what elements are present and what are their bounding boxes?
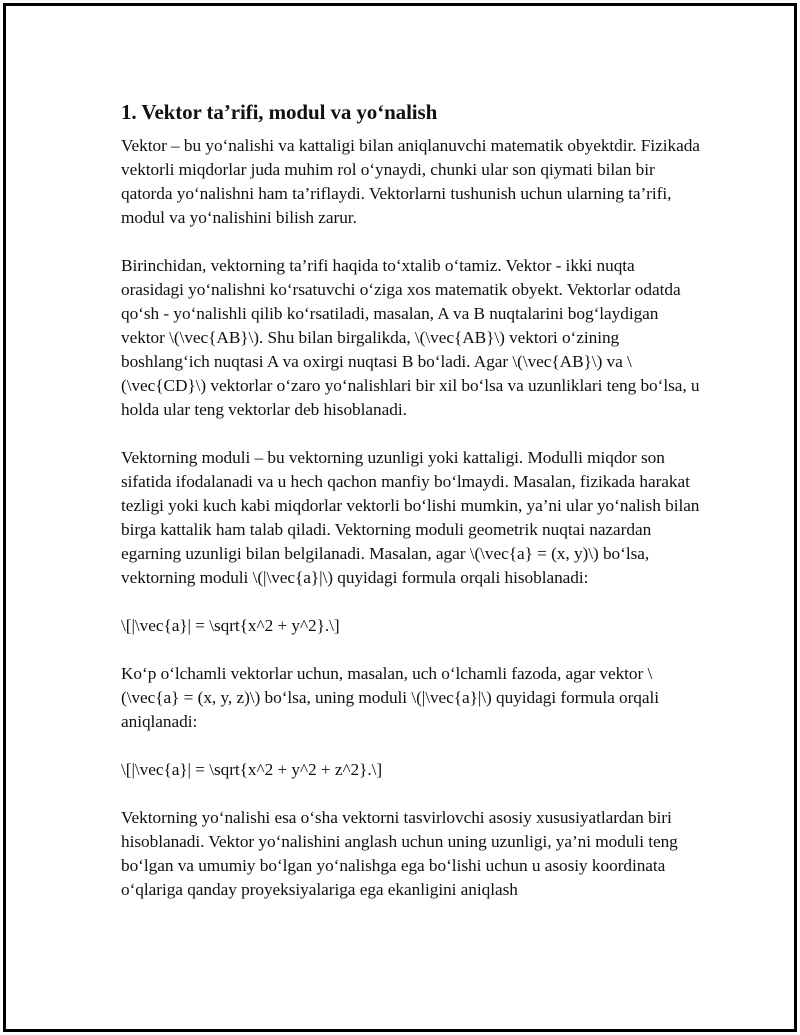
section-heading: 1. Vektor ta’rifi, modul va yo‘nalish — [121, 100, 438, 124]
paragraph-3d-modulus: Ko‘p o‘lchamli vektorlar uchun, masalan, uch o‘lchamli fazoda, agar vektor \(\vec{a} = (x, y, z)\) bo‘lsa, uning moduli \(|\vec{a}|\) quyidagi formula orqali aniqlanadi: — [121, 664, 659, 731]
page-frame — [3, 3, 797, 1032]
document-body — [121, 98, 701, 926]
formula-3d-modulus: \[|\vec{a}| = \sqrt{x^2 + y^2 + z^2}.\] — [121, 760, 383, 779]
paragraph-vector-direction: Vektorning yo‘nalishi esa o‘sha vektorni tasvirlovchi asosiy xususiyatlardan biri hisoblanadi. Vektor yo‘nalishini anglash uchun uning uzunligi, ya’ni moduli teng bo‘lgan va umumiy bo‘lgan yo‘nalishga ega bo‘lishi uchun u asosiy koordinata o‘qlariga qanday proyeksiyalariga ega ekanligini aniqlash — [121, 808, 678, 899]
paragraph-vector-intro: Vektor – bu yo‘nalishi va kattaligi bilan aniqlanuvchi matematik obyektdir. Fizikada vektorli miqdorlar juda muhim rol o‘ynaydi, chunki ular son qiymati bilan bir qatorda yo‘nalishni ham ta’riflaydi. Vektorlarni tushunish uchun ularning ta’rifi, modul va yo‘nalishini bilish zarur. — [121, 136, 700, 227]
formula-2d-modulus: \[|\vec{a}| = \sqrt{x^2 + y^2}.\] — [121, 616, 340, 635]
paragraph-vector-modulus: Vektorning moduli – bu vektorning uzunligi yoki kattaligi. Modulli miqdor son sifatida ifodalanadi va u hech qachon manfiy bo‘lmaydi. Masalan, fizikada harakat tezligi yoki kuch kabi miqdorlar vektorli bo‘lishi mumkin, ya’ni ular yo‘nalish bilan birga kattalik ham talab qiladi. Vektorning moduli geometrik nuqtai nazardan egarning uzunligi bilan belgilanadi. Masalan, agar \(\vec{a} = (x, y)\) bo‘lsa, vektorning moduli \(|\vec{a}|\) quyidagi formula orqali hisoblanadi: — [121, 448, 700, 587]
paragraph-vector-definition: Birinchidan, vektorning ta’rifi haqida to‘xtalib o‘tamiz. Vektor - ikki nuqta orasidagi yo‘nalishni ko‘rsatuvchi o‘ziga xos matematik obyekt. Vektorlar odatda qo‘sh - yo‘nalishli qilib ko‘rsatiladi, masalan, A va B nuqtalarini bog‘laydigan vektor \(\vec{AB}\). Shu bilan birgalikda, \(\vec{AB}\) vektori o‘zining boshlang‘ich nuqtasi A va oxirgi nuqtasi B bo‘ladi. Agar \(\vec{AB}\) va \(\vec{CD}\) vektorlar o‘zaro yo‘nalishlari bir xil bo‘lsa va uzunliklari teng bo‘lsa, u holda ular teng vektorlar deb hisoblanadi. — [121, 256, 700, 419]
